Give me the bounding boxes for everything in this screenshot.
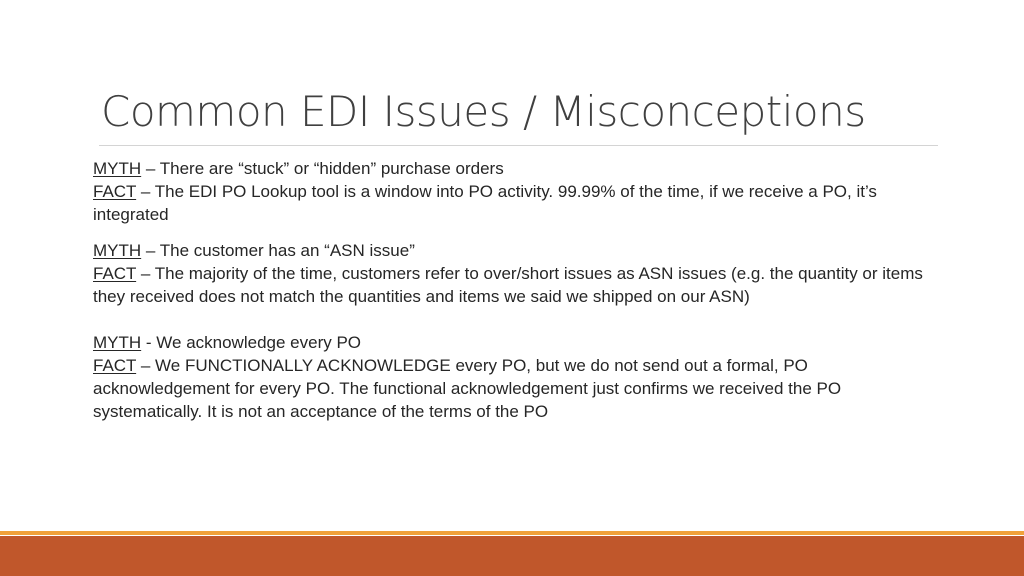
fact-separator: – [136, 182, 155, 201]
fact-label: FACT [93, 356, 137, 375]
fact-text: The EDI PO Lookup tool is a window into PO activity. 99.99% of the time, if we receive a PO, it’s integrated [93, 182, 877, 224]
fact-separator: – [136, 356, 156, 375]
myth-label: MYTH [93, 241, 142, 260]
myth-line [93, 157, 943, 180]
fact-line [93, 262, 943, 308]
title-divider [99, 145, 938, 146]
myth-separator: - [141, 333, 157, 352]
myth-fact-block-2 [93, 239, 943, 308]
myth-text: The customer has an “ASN issue” [159, 241, 415, 260]
fact-line [93, 180, 943, 226]
myth-line [93, 331, 943, 354]
myth-line [93, 239, 943, 262]
myth-text: There are “stuck” or “hidden” purchase orders [159, 159, 504, 178]
myth-separator: – [141, 159, 160, 178]
fact-line [93, 354, 943, 423]
fact-label: FACT [93, 182, 137, 201]
fact-text: The majority of the time, customers refer to over/short issues as ASN issues (e.g. the quantity or items they received does not match the quantities and items we said we shipped on our ASN) [93, 264, 923, 306]
myth-fact-block-3 [93, 331, 943, 423]
myth-text: We acknowledge every PO [156, 333, 362, 352]
fact-text: We FUNCTIONALLY ACKNOWLEDGE every PO, but we do not send out a formal, PO acknowledgement for every PO. The functional acknowledgement just confirms we received the PO systematically. It is not an acceptance of the terms of the PO [93, 356, 842, 421]
footer-band [0, 536, 1024, 576]
myth-separator: – [141, 241, 160, 260]
footer-accent-stripe [0, 531, 1024, 535]
fact-label: FACT [93, 264, 137, 283]
myth-fact-block-1 [93, 157, 943, 226]
fact-separator: – [136, 264, 155, 283]
slide-content [93, 157, 943, 423]
myth-label: MYTH [93, 159, 142, 178]
myth-label: MYTH [93, 333, 142, 352]
slide-title: Common EDI Issues / Misconceptions [101, 87, 866, 136]
